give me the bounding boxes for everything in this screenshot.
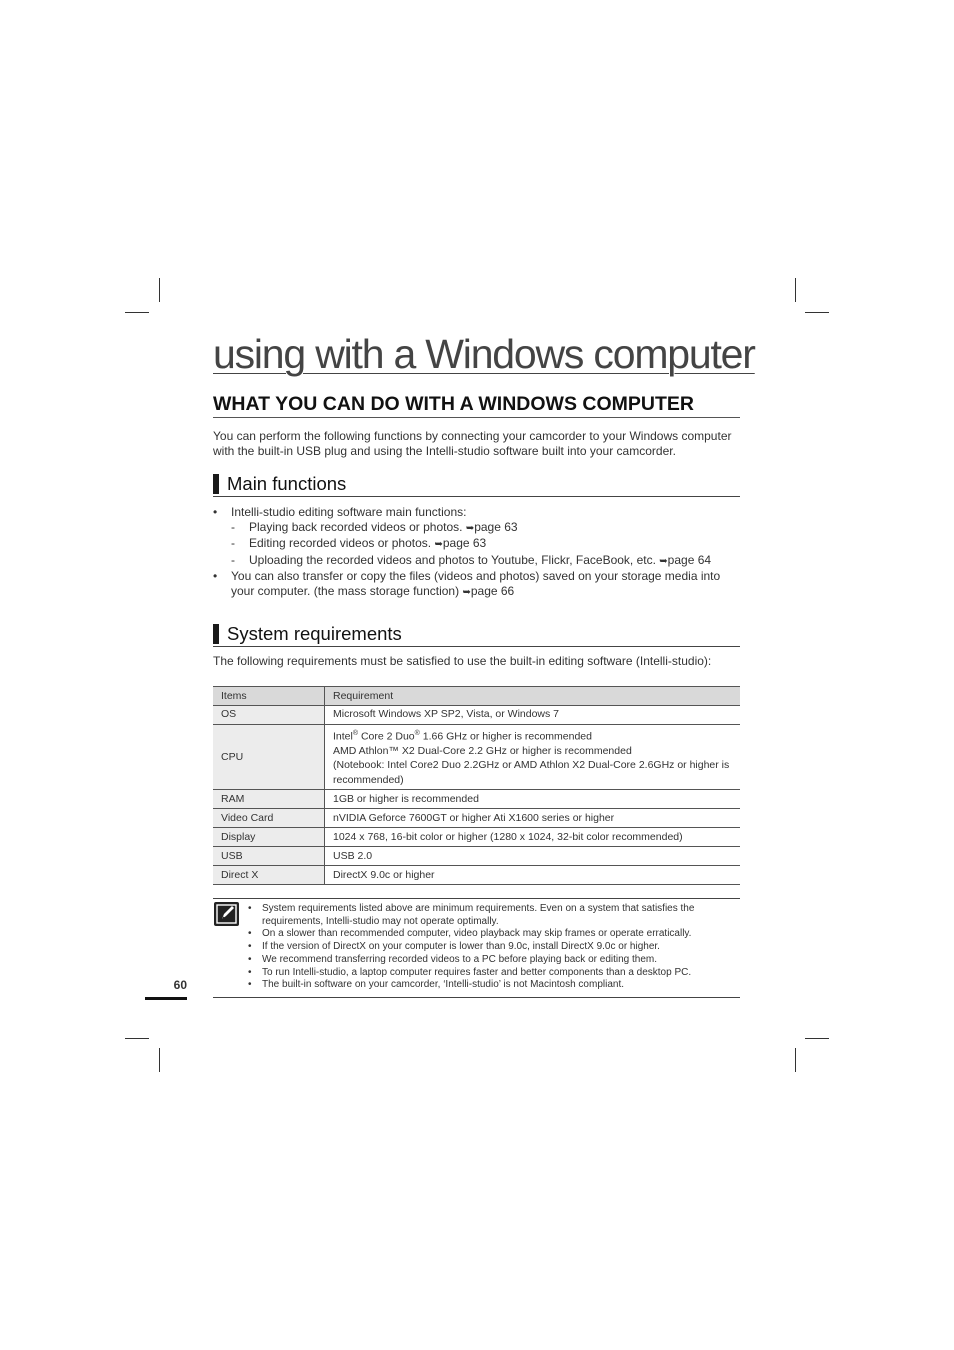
- page-content: [213, 330, 755, 885]
- cpu-line: Intel® Core 2 Duo® 1.66 GHz or higher is recommended: [333, 729, 592, 742]
- crop-mark-icon: [805, 312, 829, 313]
- list-item: • On a slower than recommended computer, video playback may skip frames or operate erratically.: [248, 928, 740, 941]
- note-box: [213, 898, 740, 998]
- table-cell-requirement: nVIDIA Geforce 7600GT or higher Ati X1600 series or higher: [325, 809, 741, 828]
- table-cell-item: OS: [213, 705, 325, 724]
- table-row: [213, 828, 740, 847]
- list-item: • We recommend transferring recorded videos to a PC before playing back or editing them.: [248, 954, 740, 967]
- list-item: - Uploading the recorded videos and photos to Youtube, Flickr, FaceBook, etc. ➥page 64: [231, 553, 740, 570]
- main-functions-heading: [213, 474, 740, 497]
- cpu-line: AMD Athlon™ X2 Dual-Core 2.2 GHz or higher is recommended: [333, 744, 632, 757]
- arrow-ref-icon: ➥: [434, 539, 443, 550]
- table-cell-requirement: [325, 724, 741, 790]
- page-ref: page 63: [474, 519, 518, 534]
- table-row: [213, 866, 740, 885]
- page-number-bar: [145, 997, 187, 1000]
- section-intro: You can perform the following functions by connecting your camcorder to your Windows computer with the built-in USB plug and using the Intelli-studio software built into your camcorder.: [213, 429, 732, 458]
- notes-list: [248, 903, 740, 992]
- list-item: • System requirements listed above are minimum requirements. Even on a system that satisfies the requirements, Intelli-studio may not operate optimally.: [248, 903, 740, 928]
- table-cell-requirement: Microsoft Windows XP SP2, Vista, or Windows 7: [325, 705, 741, 724]
- page-ref: page 64: [667, 552, 712, 567]
- table-cell-item: CPU: [213, 724, 325, 790]
- note-pencil-icon: [214, 902, 239, 926]
- crop-mark-icon: [125, 1038, 149, 1039]
- requirements-table: [213, 686, 740, 886]
- table-cell-item: RAM: [213, 790, 325, 809]
- table-cell-item: Display: [213, 828, 325, 847]
- page-title: using with a Windows computer: [213, 331, 755, 377]
- heading-bar-icon: [213, 624, 219, 644]
- table-row: [213, 790, 740, 809]
- sub-list: [231, 520, 740, 570]
- crop-mark-icon: [795, 1048, 796, 1072]
- list-item: • If the version of DirectX on your computer is lower than 9.0c, install DirectX 9.0c or higher.: [248, 941, 740, 954]
- crop-mark-icon: [159, 278, 160, 302]
- table-cell-requirement: 1024 x 768, 16-bit color or higher (1280 x 1024, 32-bit color recommended): [325, 828, 741, 847]
- list-item: - Editing recorded videos or photos. ➥page 63: [231, 536, 740, 553]
- system-requirements-title: System requirements: [227, 623, 402, 644]
- list-item: • You can also transfer or copy the files (videos and photos) saved on your storage media into your computer. (the mass storage function) ➥page 66: [213, 569, 740, 600]
- page-ref: page 66: [470, 583, 515, 598]
- list-item: • The built-in software on your camcorder, ‘Intelli-studio’ is not Macintosh compliant.: [248, 979, 740, 992]
- table-cell-requirement: 1GB or higher is recommended: [325, 790, 741, 809]
- list-item: - Playing back recorded videos or photos. ➥page 63: [231, 520, 740, 537]
- arrow-ref-icon: ➥: [465, 522, 475, 534]
- system-requirements-intro: The following requirements must be satisfied to use the built-in editing software (Intelli-studio):: [213, 654, 712, 668]
- table-header-row: [213, 686, 740, 705]
- arrow-ref-icon: ➥: [462, 586, 471, 598]
- heading-bar-icon: [213, 474, 219, 494]
- table-row: [213, 847, 740, 866]
- page-ref: page 63: [442, 536, 487, 550]
- crop-mark-icon: [159, 1048, 160, 1072]
- list-item: • To run Intelli-studio, a laptop computer requires faster and better components than a desktop PC.: [248, 967, 740, 980]
- table-row: [213, 809, 740, 828]
- crop-mark-icon: [795, 278, 796, 302]
- table-header-requirement: Requirement: [325, 686, 741, 705]
- table-cell-requirement: DirectX 9.0c or higher: [325, 866, 741, 885]
- cpu-line: (Notebook: Intel Core2 Duo 2.2GHz or AMD Athlon X2 Dual-Core 2.6GHz or higher is recommended): [333, 759, 730, 786]
- crop-mark-icon: [125, 312, 149, 313]
- table-row: [213, 724, 740, 790]
- table-cell-item: Video Card: [213, 809, 325, 828]
- section-title: WHAT YOU CAN DO WITH A WINDOWS COMPUTER: [213, 392, 740, 418]
- list-item: • Intelli-studio editing software main functions: - Playing back recorded videos or photos. ➥page 63 - Editing recorded videos or photos. ➥page 63 - Uploading the recorded videos and photos to Youtube, Flickr, FaceBook, etc. ➥page 64: [213, 505, 740, 569]
- table-row: [213, 705, 740, 724]
- table-cell-requirement: USB 2.0: [325, 847, 741, 866]
- main-functions-title: Main functions: [227, 473, 347, 494]
- table-cell-item: Direct X: [213, 866, 325, 885]
- table-header-items: Items: [213, 686, 325, 705]
- page-number: 60: [173, 978, 187, 992]
- system-requirements-heading: [213, 624, 740, 647]
- table-cell-item: USB: [213, 847, 325, 866]
- main-functions-list: [213, 505, 740, 600]
- arrow-ref-icon: ➥: [659, 555, 668, 567]
- crop-mark-icon: [805, 1038, 829, 1039]
